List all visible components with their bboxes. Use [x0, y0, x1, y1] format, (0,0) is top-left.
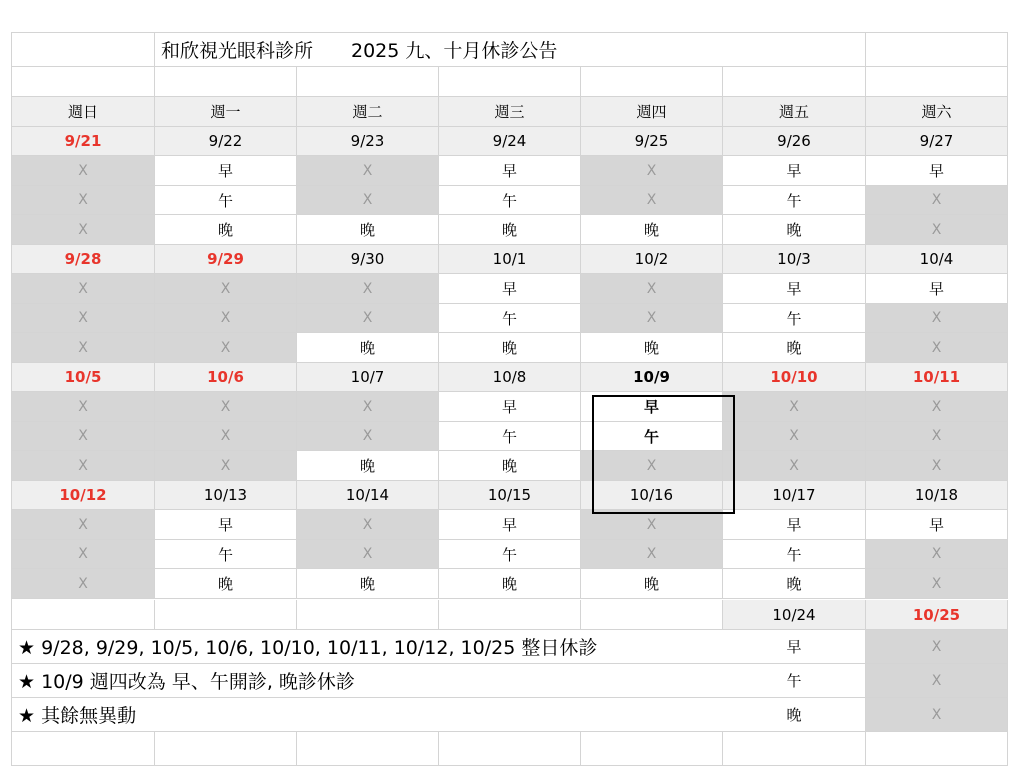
- closed-slot[interactable]: [297, 392, 439, 422]
- open-slot[interactable]: [581, 569, 723, 599]
- open-slot[interactable]: [439, 156, 581, 186]
- date-cell[interactable]: [155, 363, 297, 392]
- closed-slot[interactable]: [155, 274, 297, 304]
- closed-slot-text: X: [931, 638, 942, 655]
- open-slot[interactable]: [581, 422, 723, 451]
- date-cell[interactable]: [581, 363, 723, 392]
- open-slot-text: 午: [501, 545, 517, 564]
- closed-slot[interactable]: [155, 392, 297, 422]
- closed-slot-text: X: [362, 310, 373, 326]
- closed-slot[interactable]: [297, 156, 439, 186]
- date-cell-text: 9/28: [64, 250, 102, 268]
- date-cell[interactable]: [866, 600, 1008, 630]
- closed-slot[interactable]: [866, 186, 1008, 215]
- date-cell-text: 9/26: [777, 132, 811, 150]
- closed-slot[interactable]: [866, 215, 1008, 245]
- closed-slot-text: X: [931, 221, 942, 238]
- closed-slot[interactable]: [155, 333, 297, 363]
- open-slot[interactable]: [155, 186, 297, 215]
- date-cell-text: 9/27: [919, 132, 954, 150]
- weekday-header[interactable]: [155, 97, 297, 127]
- open-slot[interactable]: [439, 451, 581, 481]
- open-slot[interactable]: [723, 333, 866, 363]
- blank-cell[interactable]: [723, 732, 866, 766]
- closed-slot-text: X: [931, 575, 942, 592]
- weekday-header-text: 週一: [210, 103, 241, 121]
- blank-cell[interactable]: [866, 67, 1008, 97]
- open-slot[interactable]: [155, 215, 297, 245]
- note-line-text: ★ 其餘無異動: [18, 705, 137, 727]
- closed-slot-text: X: [78, 339, 88, 356]
- open-slot[interactable]: [155, 510, 297, 540]
- blank-cell[interactable]: [155, 600, 297, 630]
- closed-slot-text: X: [646, 457, 657, 474]
- open-slot-text: 早: [217, 162, 233, 180]
- closed-slot-text: X: [362, 546, 373, 562]
- date-cell[interactable]: [297, 127, 439, 156]
- date-cell[interactable]: [439, 245, 581, 274]
- closed-slot[interactable]: [866, 664, 1008, 698]
- open-slot[interactable]: [581, 333, 723, 363]
- weekday-header-text: 週四: [636, 103, 667, 121]
- open-slot[interactable]: [439, 422, 581, 451]
- date-cell-text: 10/25: [912, 605, 961, 624]
- open-slot-text: 晚: [359, 575, 375, 593]
- open-slot[interactable]: [866, 156, 1008, 186]
- closed-slot[interactable]: [155, 304, 297, 333]
- date-cell[interactable]: [155, 127, 297, 156]
- open-slot-text: 午: [501, 309, 517, 328]
- closed-slot[interactable]: [12, 333, 155, 363]
- weekday-header[interactable]: [297, 97, 439, 127]
- blank-cell[interactable]: [581, 732, 723, 766]
- open-slot[interactable]: [439, 304, 581, 333]
- open-slot[interactable]: [866, 510, 1008, 540]
- open-slot[interactable]: [723, 156, 866, 186]
- blank-cell[interactable]: [297, 67, 439, 97]
- open-slot-text: 午: [501, 191, 517, 210]
- date-cell-text: 9/25: [634, 132, 669, 150]
- open-slot[interactable]: [581, 392, 723, 422]
- closed-slot-text: X: [931, 339, 942, 356]
- closed-slot-text: X: [78, 457, 88, 474]
- closed-slot[interactable]: [723, 392, 866, 422]
- note-line: [12, 630, 723, 664]
- closed-slot-text: X: [78, 516, 88, 533]
- page-title-text: 和欣視光眼科診所 2025 九、十月休診公告: [161, 40, 558, 62]
- open-slot[interactable]: [439, 274, 581, 304]
- blank-cell[interactable]: [12, 600, 155, 630]
- date-cell[interactable]: [297, 363, 439, 392]
- weekday-header[interactable]: [12, 97, 155, 127]
- weekday-header[interactable]: [439, 97, 581, 127]
- open-slot-text: 早: [501, 398, 517, 416]
- closed-slot[interactable]: [297, 304, 439, 333]
- open-slot-text: 午: [786, 309, 802, 328]
- date-cell-text: 9/21: [64, 132, 102, 150]
- closed-slot[interactable]: [581, 186, 723, 215]
- open-slot[interactable]: [723, 630, 866, 664]
- closed-slot-text: X: [220, 457, 231, 474]
- closed-slot-text: X: [78, 221, 88, 238]
- open-slot-text: 午: [501, 427, 517, 446]
- closed-slot-text: X: [362, 280, 373, 297]
- closed-slot-text: X: [220, 428, 231, 444]
- closed-slot[interactable]: [12, 215, 155, 245]
- weekday-header-text: 週六: [921, 103, 952, 121]
- open-slot[interactable]: [297, 569, 439, 599]
- closed-slot-text: X: [78, 162, 88, 179]
- open-slot-text: 早: [928, 280, 944, 298]
- closed-slot[interactable]: [581, 304, 723, 333]
- closed-slot[interactable]: [581, 156, 723, 186]
- open-slot[interactable]: [155, 569, 297, 599]
- closed-slot-text: X: [931, 457, 942, 474]
- open-slot-text: 晚: [786, 706, 802, 724]
- open-slot-text: 晚: [501, 339, 517, 357]
- blank-cell[interactable]: [12, 33, 155, 67]
- closed-slot-text: X: [646, 280, 657, 297]
- closed-slot[interactable]: [581, 451, 723, 481]
- note-line: [12, 698, 723, 732]
- date-cell-text: 10/18: [914, 486, 959, 504]
- date-cell[interactable]: [723, 245, 866, 274]
- open-slot-text: 午: [217, 191, 233, 210]
- closed-slot[interactable]: [297, 422, 439, 451]
- open-slot[interactable]: [581, 215, 723, 245]
- closed-slot[interactable]: [297, 540, 439, 569]
- date-cell-text: 10/8: [492, 368, 527, 386]
- closed-slot[interactable]: [297, 186, 439, 215]
- date-cell[interactable]: [581, 481, 723, 510]
- open-slot-text: 午: [786, 191, 802, 210]
- closed-slot[interactable]: [297, 510, 439, 540]
- date-cell[interactable]: [12, 245, 155, 274]
- weekday-header-text: 週二: [352, 103, 383, 121]
- closed-slot-text: X: [789, 428, 799, 444]
- open-slot[interactable]: [439, 392, 581, 422]
- date-cell-text: 10/17: [772, 486, 816, 504]
- date-cell-text: 10/14: [345, 486, 390, 504]
- open-slot-text: 晚: [217, 221, 233, 239]
- closed-slot-text: X: [220, 310, 231, 326]
- blank-cell[interactable]: [581, 600, 723, 630]
- closed-slot-text: X: [789, 457, 799, 474]
- closed-slot-text: X: [362, 516, 373, 533]
- date-cell[interactable]: [155, 481, 297, 510]
- date-cell-text: 9/23: [350, 132, 385, 150]
- weekday-header[interactable]: [723, 97, 866, 127]
- date-cell[interactable]: [439, 127, 581, 156]
- closed-slot[interactable]: [866, 392, 1008, 422]
- date-cell[interactable]: [866, 127, 1008, 156]
- blank-cell[interactable]: [155, 732, 297, 766]
- date-cell[interactable]: [723, 127, 866, 156]
- closed-slot-text: X: [220, 280, 231, 297]
- closed-slot[interactable]: [297, 274, 439, 304]
- open-slot[interactable]: [723, 569, 866, 599]
- open-slot-text: 晚: [786, 221, 802, 239]
- weekday-header-text: 週三: [494, 103, 525, 121]
- blank-cell[interactable]: [297, 600, 439, 630]
- date-cell-text: 10/13: [203, 486, 248, 504]
- open-slot[interactable]: [297, 451, 439, 481]
- closed-slot[interactable]: [866, 422, 1008, 451]
- blank-cell[interactable]: [439, 600, 581, 630]
- closed-slot-text: X: [646, 162, 657, 179]
- closed-slot-text: X: [78, 280, 88, 297]
- open-slot-text: 早: [217, 516, 233, 534]
- closed-slot[interactable]: [866, 333, 1008, 363]
- closed-slot-text: X: [362, 162, 373, 179]
- open-slot-text: 晚: [217, 575, 233, 593]
- closed-slot-text: X: [931, 706, 942, 723]
- open-slot-text: 早: [786, 516, 802, 534]
- open-slot-text: 午: [643, 427, 659, 446]
- open-slot-text: 午: [217, 545, 233, 564]
- blank-cell[interactable]: [297, 732, 439, 766]
- weekday-header-text: 週五: [778, 103, 809, 121]
- open-slot-text: 晚: [501, 457, 517, 475]
- date-cell[interactable]: [439, 363, 581, 392]
- date-cell-text: 10/10: [770, 368, 818, 386]
- closed-slot[interactable]: [866, 630, 1008, 664]
- open-slot[interactable]: [723, 698, 866, 732]
- weekday-header-text: 週日: [67, 103, 98, 121]
- blank-cell[interactable]: [439, 732, 581, 766]
- closed-slot[interactable]: [12, 569, 155, 599]
- date-cell[interactable]: [439, 481, 581, 510]
- date-cell[interactable]: [155, 245, 297, 274]
- closed-slot[interactable]: [866, 451, 1008, 481]
- open-slot[interactable]: [155, 540, 297, 569]
- closed-slot[interactable]: [12, 274, 155, 304]
- closed-slot[interactable]: [12, 510, 155, 540]
- date-cell-text: 10/1: [492, 250, 527, 268]
- open-slot[interactable]: [155, 156, 297, 186]
- date-cell-text: 10/12: [59, 486, 107, 504]
- open-slot-text: 晚: [643, 575, 659, 593]
- blank-cell[interactable]: [439, 67, 581, 97]
- open-slot-text: 晚: [501, 221, 517, 239]
- closed-slot[interactable]: [12, 304, 155, 333]
- open-slot-text: 晚: [643, 221, 659, 239]
- closed-slot-text: X: [931, 672, 942, 689]
- open-slot[interactable]: [723, 186, 866, 215]
- closed-slot[interactable]: [12, 451, 155, 481]
- weekday-header[interactable]: [581, 97, 723, 127]
- closed-slot-text: X: [362, 192, 373, 208]
- open-slot[interactable]: [297, 215, 439, 245]
- date-cell-text: 9/30: [350, 250, 385, 268]
- closed-slot[interactable]: [866, 540, 1008, 569]
- date-cell[interactable]: [12, 363, 155, 392]
- open-slot[interactable]: [439, 333, 581, 363]
- closed-slot-text: X: [78, 192, 88, 208]
- open-slot-text: 午: [786, 672, 802, 690]
- open-slot-text: 早: [501, 162, 517, 180]
- closed-slot[interactable]: [155, 451, 297, 481]
- date-cell[interactable]: [581, 127, 723, 156]
- closed-slot[interactable]: [866, 304, 1008, 333]
- closed-slot-text: X: [646, 546, 657, 562]
- open-slot[interactable]: [723, 540, 866, 569]
- date-cell[interactable]: [581, 245, 723, 274]
- open-slot-text: 晚: [501, 575, 517, 593]
- date-cell-text: 9/29: [207, 250, 244, 268]
- closed-slot-text: X: [362, 398, 373, 415]
- date-cell[interactable]: [297, 245, 439, 274]
- date-cell-text: 10/9: [633, 368, 670, 386]
- open-slot[interactable]: [439, 540, 581, 569]
- date-cell-text: 10/24: [772, 605, 816, 624]
- closed-slot-text: X: [646, 310, 657, 326]
- closed-slot-text: X: [646, 192, 657, 208]
- open-slot[interactable]: [723, 664, 866, 698]
- open-slot[interactable]: [439, 510, 581, 540]
- closed-slot-text: X: [220, 398, 231, 415]
- closed-slot-text: X: [646, 516, 657, 533]
- date-cell[interactable]: [723, 363, 866, 392]
- date-cell-text: 10/11: [912, 368, 961, 386]
- blank-cell[interactable]: [723, 67, 866, 97]
- blank-cell[interactable]: [155, 67, 297, 97]
- open-slot[interactable]: [439, 215, 581, 245]
- blank-cell[interactable]: [12, 67, 155, 97]
- closed-slot-text: X: [931, 310, 942, 326]
- open-slot[interactable]: [297, 333, 439, 363]
- schedule-sheet: [11, 32, 1008, 766]
- closed-slot-text: X: [931, 546, 942, 562]
- open-slot-text: 早: [928, 516, 944, 534]
- date-cell[interactable]: [297, 481, 439, 510]
- date-cell[interactable]: [12, 127, 155, 156]
- closed-slot-text: X: [78, 546, 88, 562]
- open-slot-text: 晚: [786, 575, 802, 593]
- blank-cell[interactable]: [866, 33, 1008, 67]
- open-slot[interactable]: [439, 569, 581, 599]
- closed-slot[interactable]: [12, 422, 155, 451]
- open-slot[interactable]: [723, 510, 866, 540]
- open-slot-text: 早: [643, 398, 659, 416]
- date-cell[interactable]: [723, 600, 866, 630]
- open-slot-text: 早: [786, 638, 802, 656]
- blank-cell[interactable]: [12, 732, 155, 766]
- date-cell-text: 10/5: [64, 368, 102, 386]
- open-slot[interactable]: [439, 186, 581, 215]
- date-cell[interactable]: [12, 481, 155, 510]
- date-cell-text: 10/6: [207, 368, 244, 386]
- date-cell-text: 9/24: [492, 132, 527, 150]
- open-slot-text: 早: [786, 280, 802, 298]
- open-slot[interactable]: [723, 215, 866, 245]
- date-cell[interactable]: [866, 245, 1008, 274]
- open-slot-text: 晚: [643, 339, 659, 357]
- closed-slot[interactable]: [12, 540, 155, 569]
- closed-slot-text: X: [362, 428, 373, 444]
- closed-slot-text: X: [931, 428, 942, 444]
- date-cell-text: 10/2: [634, 250, 669, 268]
- date-cell-text: 10/15: [487, 486, 532, 504]
- closed-slot-text: X: [78, 575, 88, 592]
- closed-slot[interactable]: [723, 451, 866, 481]
- date-cell-text: 10/4: [919, 250, 954, 268]
- open-slot-text: 晚: [359, 457, 375, 475]
- date-cell-text: 10/7: [350, 368, 385, 386]
- blank-cell[interactable]: [581, 67, 723, 97]
- closed-slot[interactable]: [866, 698, 1008, 732]
- open-slot-text: 早: [501, 280, 517, 298]
- closed-slot[interactable]: [12, 392, 155, 422]
- open-slot[interactable]: [723, 274, 866, 304]
- open-slot-text: 晚: [786, 339, 802, 357]
- open-slot[interactable]: [723, 304, 866, 333]
- date-cell[interactable]: [723, 481, 866, 510]
- date-cell[interactable]: [866, 363, 1008, 392]
- date-cell[interactable]: [866, 481, 1008, 510]
- closed-slot[interactable]: [866, 569, 1008, 599]
- note-line-text: ★ 10/9 週四改為 早、午開診, 晚診休診: [18, 671, 355, 693]
- note-line: [12, 664, 723, 698]
- closed-slot[interactable]: [581, 540, 723, 569]
- closed-slot[interactable]: [581, 274, 723, 304]
- closed-slot-text: X: [78, 310, 88, 326]
- blank-cell[interactable]: [866, 732, 1008, 766]
- closed-slot-text: X: [931, 192, 942, 208]
- closed-slot[interactable]: [12, 156, 155, 186]
- open-slot-text: 早: [786, 162, 802, 180]
- closed-slot[interactable]: [12, 186, 155, 215]
- closed-slot-text: X: [78, 428, 88, 444]
- note-line-text: ★ 9/28, 9/29, 10/5, 10/6, 10/10, 10/11, 10/12, 10/25 整日休診: [18, 637, 598, 659]
- date-cell-text: 10/3: [777, 250, 811, 268]
- closed-slot[interactable]: [155, 422, 297, 451]
- open-slot-text: 晚: [359, 339, 375, 357]
- open-slot[interactable]: [866, 274, 1008, 304]
- closed-slot-text: X: [789, 398, 799, 415]
- open-slot-text: 早: [501, 516, 517, 534]
- page-title[interactable]: [155, 33, 866, 67]
- closed-slot-text: X: [220, 339, 231, 356]
- weekday-header[interactable]: [866, 97, 1008, 127]
- date-cell-text: 10/16: [629, 486, 674, 504]
- open-slot-text: 早: [928, 162, 944, 180]
- closed-slot-text: X: [931, 398, 942, 415]
- open-slot-text: 午: [786, 545, 802, 564]
- closed-slot[interactable]: [723, 422, 866, 451]
- closed-slot[interactable]: [581, 510, 723, 540]
- open-slot-text: 晚: [359, 221, 375, 239]
- closed-slot-text: X: [78, 398, 88, 415]
- date-cell-text: 9/22: [208, 132, 243, 150]
